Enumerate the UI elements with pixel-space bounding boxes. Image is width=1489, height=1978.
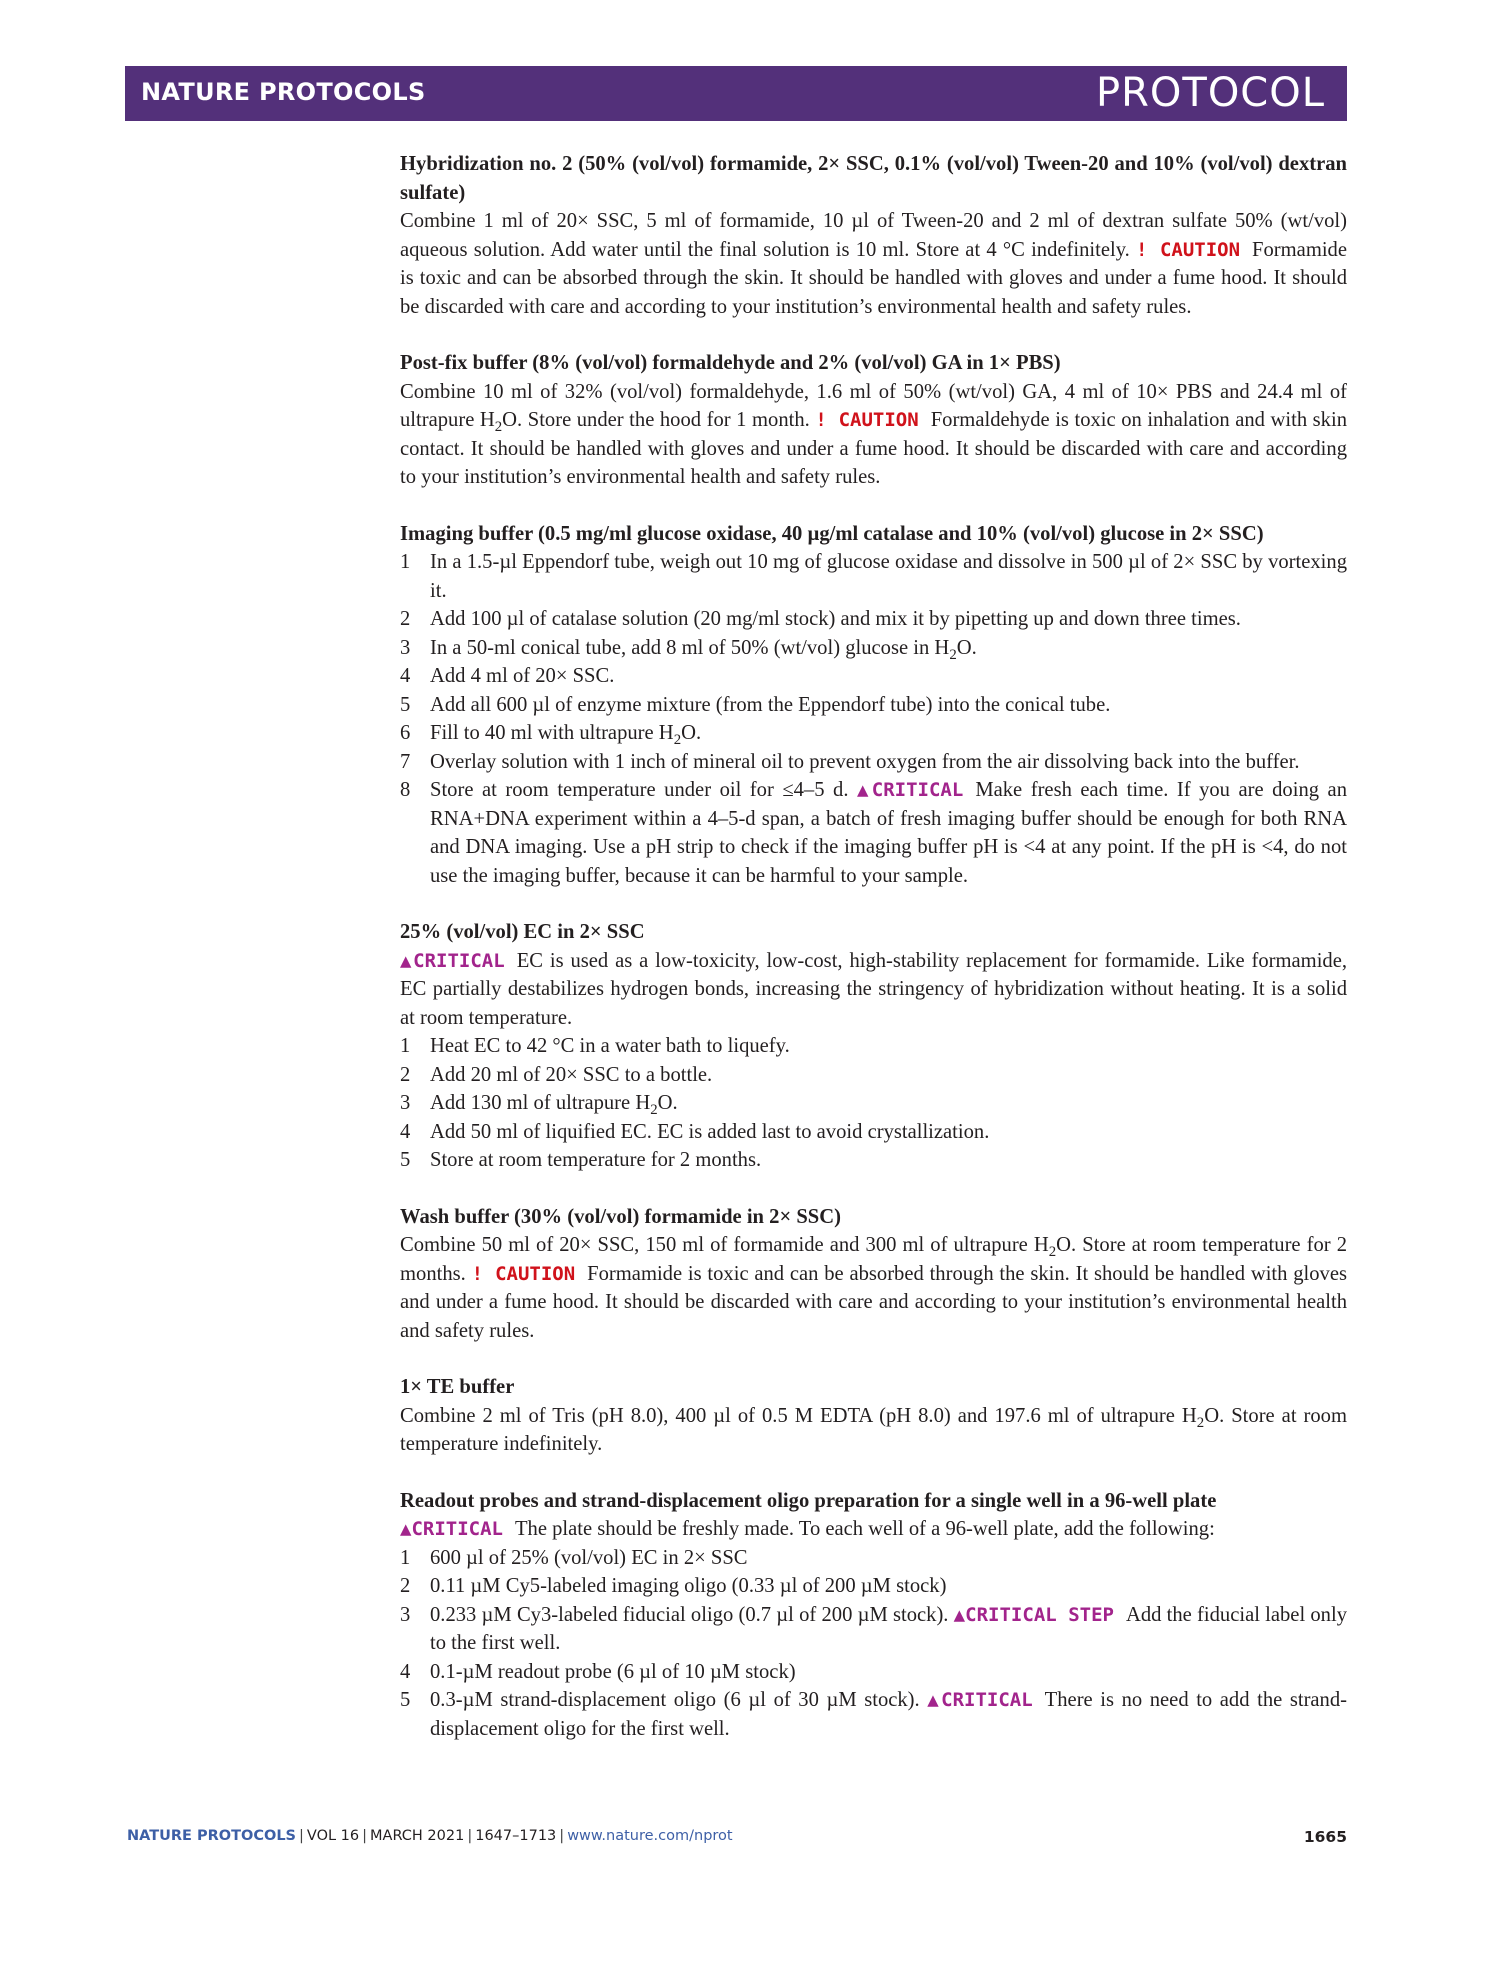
step-text-part: Fill to 40 ml with ultrapure H bbox=[430, 722, 674, 744]
step-text-part: In a 50-ml conical tube, add 8 ml of 50% (wt/vol) glucose in H bbox=[430, 636, 950, 659]
caution-label: ! CAUTION bbox=[815, 409, 919, 431]
step-text: 600 µl of 25% (vol/vol) EC in 2× SSC bbox=[430, 1546, 748, 1569]
paragraph bbox=[400, 378, 1347, 492]
step-text bbox=[430, 1686, 1347, 1743]
body-text: Combine 2 ml of Tris (pH 8.0), 400 µl of 0.5 M EDTA (pH 8.0) and 197.6 ml of ultrapure H bbox=[400, 1404, 1197, 1427]
step-number: 8 bbox=[400, 779, 411, 801]
critical-text: There is no need to add the strand-displacement oligo for the first well. bbox=[430, 1689, 1348, 1740]
list-item bbox=[400, 776, 1347, 890]
step-number: 1 bbox=[400, 1546, 411, 1569]
body-text: O. Store under the hood for 1 month. bbox=[502, 409, 810, 431]
critical-text: Make fresh each time. If you are doing an RNA+DNA experiment within a 4–5-d span, a batch of fresh imaging buffer should be enough for both RNA and DNA imaging. Use a pH strip to check if the imaging buffer pH is <4 at any point. If the pH is <4, do not use the imaging buffer, because it can be harmful to your sample. bbox=[430, 779, 1347, 887]
list-item bbox=[400, 1146, 1347, 1175]
section-ec-in-ssc bbox=[400, 918, 1347, 1175]
critical-label: ▲CRITICAL bbox=[400, 1518, 503, 1540]
article-type: PROTOCOL bbox=[1095, 70, 1325, 116]
list-item bbox=[400, 691, 1347, 720]
footer-citation bbox=[127, 1828, 733, 1844]
list-item bbox=[400, 1601, 1347, 1658]
paragraph bbox=[400, 1515, 1347, 1544]
list-item bbox=[400, 1118, 1347, 1147]
step-text: Add 100 µl of catalase solution (20 mg/ml stock) and mix it by pipetting up and down three times. bbox=[430, 608, 1241, 630]
journal-name: NATURE PROTOCOLS bbox=[141, 78, 426, 106]
subscript: 2 bbox=[1048, 1244, 1057, 1261]
footer-separator: | bbox=[362, 1828, 368, 1844]
subscript: 2 bbox=[949, 646, 957, 663]
caution-label: ! CAUTION bbox=[471, 1262, 576, 1285]
section-title: 1× TE buffer bbox=[400, 1376, 515, 1398]
step-text-part: O. bbox=[657, 1092, 678, 1114]
page-number: 1665 bbox=[1303, 1828, 1347, 1846]
step-text: Overlay solution with 1 inch of mineral oil to prevent oxygen from the air dissolving back into the buffer. bbox=[430, 750, 1300, 773]
section-hybridization-2 bbox=[400, 150, 1347, 321]
step-number: 2 bbox=[400, 1575, 411, 1597]
body-text: Combine 10 ml of 32% (vol/vol) formaldehyde, 1.6 ml of 50% (wt/vol) GA, 4 ml of 10× PBS and 24.4 ml of ultrapure H bbox=[400, 380, 1347, 431]
footer-separator: | bbox=[467, 1828, 473, 1844]
step-text-part: 0.3-µM strand-displacement oligo (6 µl of 30 µM stock). bbox=[430, 1689, 920, 1711]
list-item bbox=[400, 1572, 1347, 1601]
step-number: 3 bbox=[400, 636, 411, 659]
step-text: 0.1-µM readout probe (6 µl of 10 µM stock) bbox=[430, 1660, 796, 1683]
list-item bbox=[400, 662, 1347, 691]
list-item bbox=[400, 1544, 1347, 1573]
step-text bbox=[430, 1089, 1347, 1118]
paragraph bbox=[400, 1231, 1347, 1345]
step-text bbox=[430, 634, 1347, 663]
footer-date: MARCH 2021 bbox=[370, 1828, 465, 1844]
step-number: 3 bbox=[400, 1603, 411, 1626]
step-text: Heat EC to 42 °C in a water bath to liquefy. bbox=[430, 1035, 790, 1057]
step-number: 5 bbox=[400, 1689, 411, 1711]
section-title: Wash buffer (30% (vol/vol) formamide in 2× SSC) bbox=[400, 1205, 841, 1228]
critical-text: The plate should be freshly made. To each well of a 96-well plate, add the following: bbox=[514, 1518, 1215, 1540]
list-item bbox=[400, 1032, 1347, 1061]
subscript: 2 bbox=[673, 732, 682, 749]
step-number: 5 bbox=[400, 1149, 411, 1171]
step-text-part: O. bbox=[956, 636, 977, 659]
body-text: Combine 50 ml of 20× SSC, 150 ml of formamide and 300 ml of ultrapure H bbox=[400, 1234, 1049, 1256]
step-text bbox=[430, 1601, 1347, 1658]
caution-text: Formamide is toxic and can be absorbed through the skin. It should be handled with gloves and under a fume hood. It should be discarded with care and according to your institution’s environmental health and safety rules. bbox=[400, 238, 1347, 318]
critical-label: ▲CRITICAL bbox=[857, 779, 964, 801]
footer-pages: 1647–1713 bbox=[475, 1828, 557, 1844]
caution-text: Formamide is toxic and can be absorbed through the skin. It should be handled with gloves and under a fume hood. It should be discarded with care and according to your institution’s environmental health and safety rules. bbox=[400, 1262, 1348, 1342]
step-text bbox=[430, 719, 1347, 748]
footer-url-link[interactable]: www.nature.com/nprot bbox=[567, 1828, 733, 1844]
step-number: 1 bbox=[400, 1035, 411, 1057]
paragraph bbox=[400, 207, 1347, 321]
section-te-buffer bbox=[400, 1373, 1347, 1459]
step-number: 1 bbox=[400, 551, 411, 573]
step-text-part: Add 130 ml of ultrapure H bbox=[430, 1092, 651, 1114]
critical-label: ▲CRITICAL bbox=[927, 1689, 1033, 1711]
step-text bbox=[430, 776, 1347, 890]
step-text: In a 1.5-µl Eppendorf tube, weigh out 10 mg of glucose oxidase and dissolve in 500 µl of 2× SSC by vortexing it. bbox=[430, 551, 1347, 602]
critical-step-label: ▲CRITICAL STEP bbox=[953, 1603, 1114, 1626]
critical-text: EC is used as a low-toxicity, low-cost, high-stability replacement for formamide. Like formamide, EC partially destabilizes hydrogen bonds, increasing the stringency of hybridization without heating. It is a solid at room temperature. bbox=[400, 949, 1347, 1029]
body-text: Combine 1 ml of 20× SSC, 5 ml of formamide, 10 µl of Tween-20 and 2 ml of dextran sulfate 50% (wt/vol) aqueous solution. Add water until the final solution is 10 ml. Store at 4 °C indefinitely. bbox=[400, 210, 1347, 261]
step-text: Store at room temperature for 2 months. bbox=[430, 1149, 762, 1171]
list-item bbox=[400, 748, 1347, 777]
subscript: 2 bbox=[1196, 1414, 1205, 1431]
footer-journal: NATURE PROTOCOLS bbox=[127, 1828, 297, 1844]
step-text: Add 50 ml of liquified EC. EC is added last to avoid crystallization. bbox=[430, 1120, 990, 1143]
step-number: 2 bbox=[400, 608, 411, 630]
section-title: Imaging buffer (0.5 mg/ml glucose oxidase, 40 µg/ml catalase and 10% (vol/vol) glucose in 2× SSC) bbox=[400, 522, 1264, 545]
critical-text: Add the fiducial label only to the first well. bbox=[430, 1603, 1347, 1654]
section-title: Readout probes and strand-displacement oligo preparation for a single well in a 96-well plate bbox=[400, 1489, 1217, 1512]
footer-separator: | bbox=[299, 1828, 304, 1844]
subscript: 2 bbox=[494, 419, 503, 436]
body-text: O. Store at room temperature for 2 months. bbox=[400, 1234, 1347, 1285]
section-title: Post-fix buffer (8% (vol/vol) formaldehyde and 2% (vol/vol) GA in 1× PBS) bbox=[400, 352, 1061, 374]
list-item bbox=[400, 634, 1347, 663]
step-number: 4 bbox=[400, 1120, 411, 1143]
page-footer bbox=[127, 1828, 1347, 1852]
list-item bbox=[400, 719, 1347, 748]
caution-text: Formaldehyde is toxic on inhalation and with skin contact. It should be handled with gloves and under a fume hood. It should be discarded with care and according to your institution’s environmental health and safety rules. bbox=[400, 409, 1347, 488]
step-number: 4 bbox=[400, 1660, 411, 1683]
list-item bbox=[400, 1686, 1347, 1743]
step-number: 5 bbox=[400, 693, 411, 716]
footer-volume: VOL 16 bbox=[306, 1828, 360, 1844]
section-title: Hybridization no. 2 (50% (vol/vol) formamide, 2× SSC, 0.1% (vol/vol) Tween-20 and 10% (vol/vol) dextran sulfate) bbox=[400, 153, 1347, 204]
header-bar bbox=[125, 66, 1347, 121]
section-wash-buffer bbox=[400, 1203, 1347, 1346]
step-text-part: 0.233 µM Cy3-labeled fiducial oligo (0.7 µl of 200 µM stock). bbox=[430, 1603, 949, 1626]
step-text: Add 20 ml of 20× SSC to a bottle. bbox=[430, 1063, 713, 1086]
step-text: Add all 600 µl of enzyme mixture (from the Eppendorf tube) into the conical tube. bbox=[430, 693, 1111, 716]
step-number: 3 bbox=[400, 1092, 411, 1114]
section-imaging-buffer bbox=[400, 520, 1347, 891]
list-item bbox=[400, 1089, 1347, 1118]
step-number: 4 bbox=[400, 665, 411, 687]
section-post-fix-buffer bbox=[400, 349, 1347, 492]
footer-separator: | bbox=[559, 1828, 565, 1844]
step-text: 0.11 µM Cy5-labeled imaging oligo (0.33 µl of 200 µM stock) bbox=[430, 1575, 947, 1597]
paragraph bbox=[400, 1402, 1347, 1459]
main-content bbox=[400, 150, 1347, 1771]
section-readout-probes bbox=[400, 1487, 1347, 1744]
step-text: Add 4 ml of 20× SSC. bbox=[430, 665, 615, 687]
step-number: 6 bbox=[400, 722, 411, 744]
paragraph bbox=[400, 947, 1347, 1033]
list-item bbox=[400, 548, 1347, 605]
body-text: O. Store at room temperature indefinitely. bbox=[400, 1404, 1347, 1455]
list-item bbox=[400, 1061, 1347, 1090]
steps-list bbox=[400, 548, 1347, 890]
critical-label: ▲CRITICAL bbox=[400, 949, 505, 972]
step-number: 2 bbox=[400, 1063, 411, 1086]
list-item bbox=[400, 605, 1347, 634]
list-item bbox=[400, 1658, 1347, 1687]
steps-list bbox=[400, 1032, 1347, 1175]
section-title: 25% (vol/vol) EC in 2× SSC bbox=[400, 921, 645, 943]
caution-label: ! CAUTION bbox=[1136, 238, 1241, 261]
step-text-part: O. bbox=[681, 722, 702, 744]
step-number: 7 bbox=[400, 750, 411, 773]
subscript: 2 bbox=[650, 1102, 658, 1119]
step-text-part: Store at room temperature under oil for ≤4–5 d. bbox=[430, 779, 849, 801]
steps-list bbox=[400, 1544, 1347, 1744]
